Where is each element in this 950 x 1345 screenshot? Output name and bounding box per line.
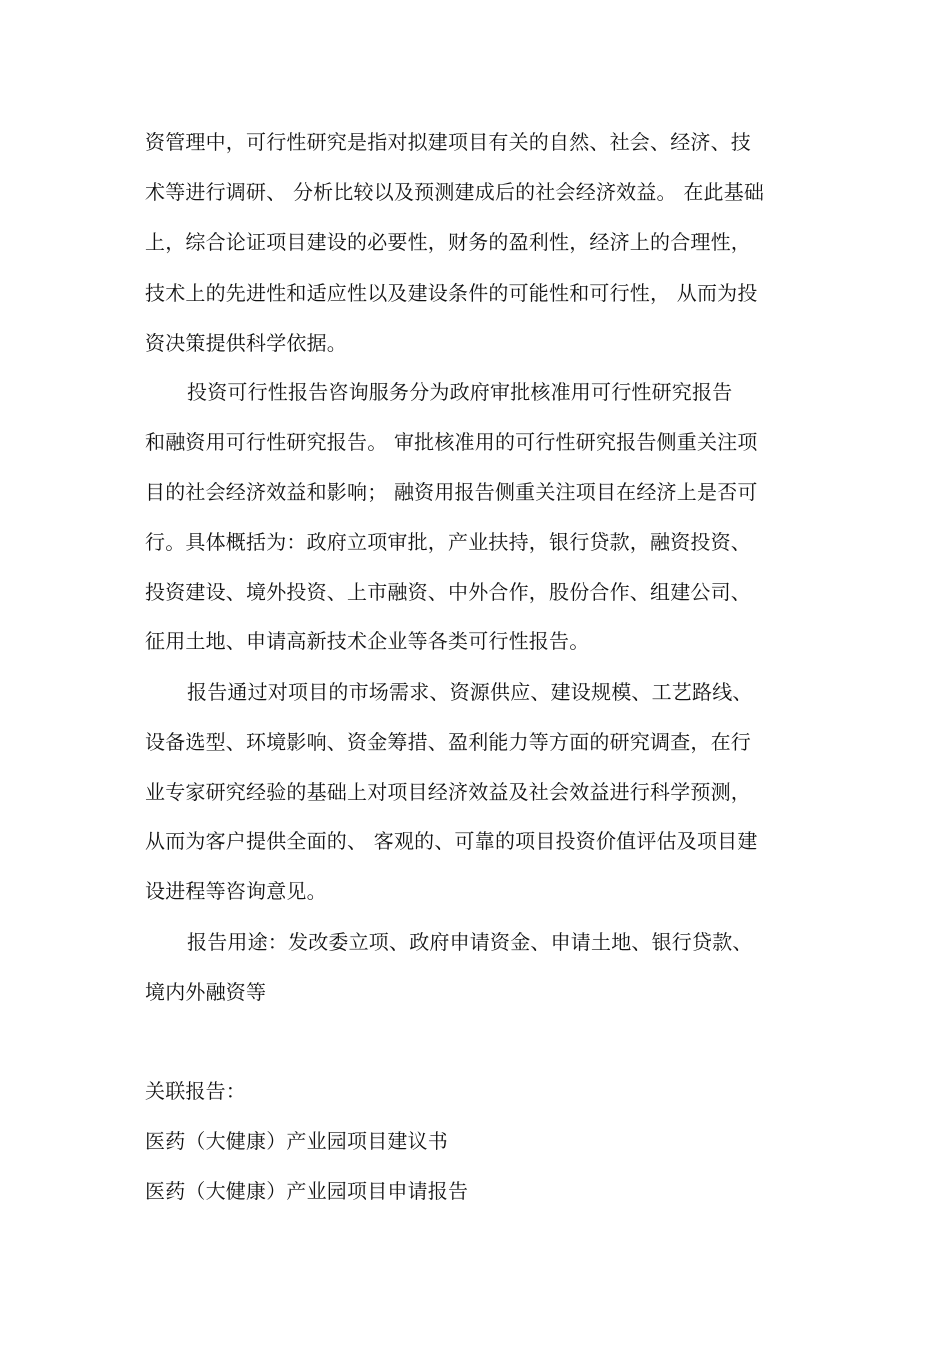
paragraph-4-line-1: 报告用途：发改委立项、政府申请资金、申请土地、银行贷款、 [187,930,753,954]
related-reports-heading: 关联报告： [145,1079,246,1103]
paragraph-2-line-5: 投资建设、境外投资、上市融资、中外合作，股份合作、组建公司、 [145,580,751,604]
paragraph-1-line-4: 技术上的先进性和适应性以及建设条件的可能性和可行性， 从而为投 [145,281,758,305]
paragraph-2-line-3: 目的社会经济效益和影响； 融资用报告侧重关注项目在经济上是否可 [145,480,758,504]
related-report-item: 医药（大健康）产业园项目建议书 [145,1129,448,1153]
paragraph-1-line-5: 资决策提供科学依据。 [145,331,347,355]
paragraph-3-line-3: 业专家研究经验的基础上对项目经济效益及社会效益进行科学预测， [145,780,751,804]
related-report-item: 医药（大健康）产业园项目申请报告 [145,1179,469,1203]
paragraph-2-line-1: 投资可行性报告咨询服务分为政府审批核准用可行性研究报告 [187,380,733,404]
paragraph-3-line-2: 设备选型、环境影响、资金筹措、盈利能力等方面的研究调查，在行 [145,730,751,754]
paragraph-3-line-4: 从而为客户提供全面的、 客观的、可靠的项目投资价值评估及项目建 [145,829,758,853]
paragraph-3-line-1: 报告通过对项目的市场需求、资源供应、建设规模、工艺路线、 [187,680,753,704]
paragraph-1-line-2: 术等进行调研、 分析比较以及预测建成后的社会经济效益。 在此基础 [145,180,765,204]
paragraph-4-line-2: 境内外融资等 [145,980,267,1004]
paragraph-2-line-4: 行。具体概括为：政府立项审批，产业扶持，银行贷款，融资投资、 [145,530,751,554]
paragraph-1-line-1: 资管理中，可行性研究是指对拟建项目有关的自然、社会、经济、技 [145,130,751,154]
paragraph-3-line-5: 设进程等咨询意见。 [145,879,327,903]
paragraph-2-line-6: 征用土地、申请高新技术企业等各类可行性报告。 [145,629,590,653]
paragraph-1-line-3: 上，综合论证项目建设的必要性，财务的盈利性，经济上的合理性， [145,230,751,254]
paragraph-2-line-2: 和融资用可行性研究报告。 审批核准用的可行性研究报告侧重关注项 [145,430,758,454]
